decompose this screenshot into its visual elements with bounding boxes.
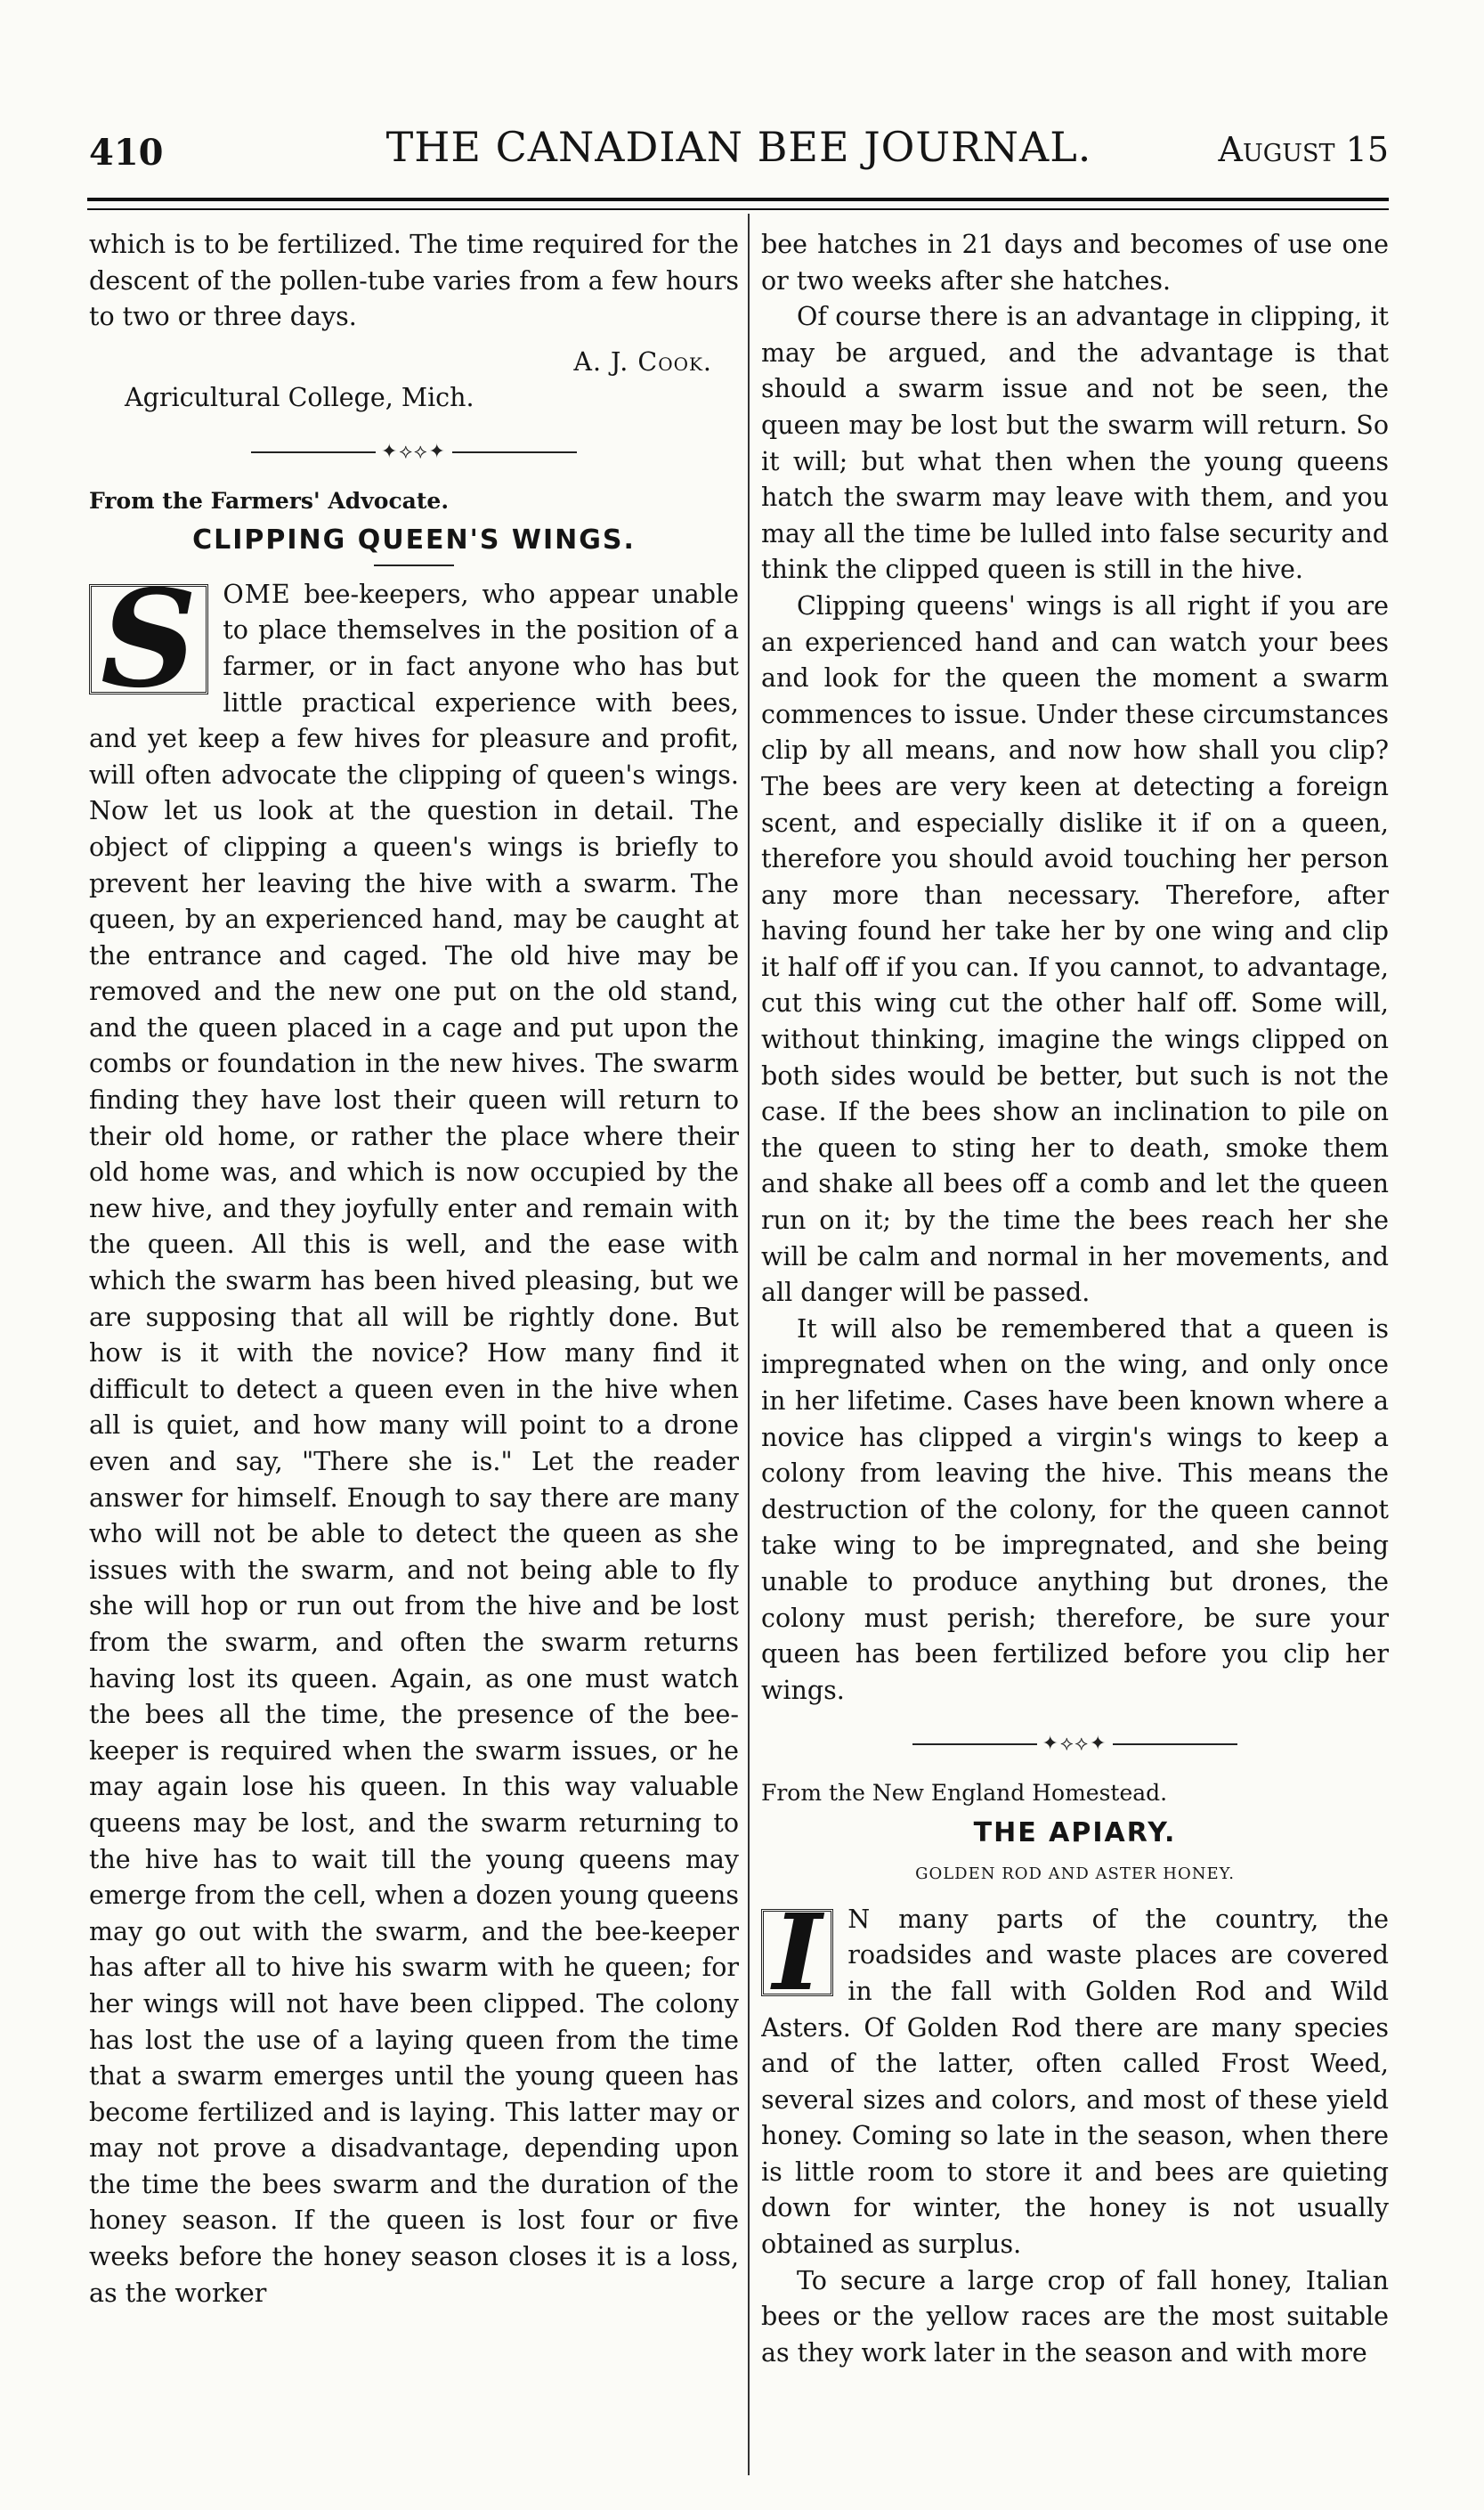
drop-cap-letter: I	[761, 1909, 833, 1996]
header-rule-thick	[87, 198, 1389, 201]
section-ornament: ✦⟡⟡✦	[89, 435, 739, 471]
journal-title: THE CANADIAN BEE JOURNAL.	[385, 123, 1092, 171]
article-source: From the New England Homestead.	[761, 1779, 1168, 1806]
header-rule-thin	[87, 208, 1389, 210]
column-divider	[748, 214, 750, 2475]
article-title: THE APIARY.	[973, 1816, 1177, 1848]
page-header	[89, 123, 1389, 185]
first-word: OME	[223, 579, 291, 609]
intro-paragraph: which is to be fertilized. The time required for the descent of the pollen-tube varies from a few hours to two or three days.	[89, 230, 739, 332]
author-signature: A. J. Cook.	[573, 346, 712, 377]
article-body-paragraph	[89, 560, 739, 2312]
article-subtitle: GOLDEN ROD AND ASTER HONEY.	[915, 1864, 1235, 1884]
drop-cap-letter: S	[89, 584, 208, 695]
article-body-paragraph	[761, 1889, 1389, 2263]
author-affiliation: Agricultural College, Mich.	[125, 383, 474, 413]
page-number: 410	[89, 132, 164, 174]
paragraph-text: N many parts of the country, the roadsides and waste places are covered in the fall with Golden Rod and Wild Asters. Of Golden Rod there are many species and of the latter, often called Frost Weed, several sizes and colors, and most of these yield honey. Coming so late in the season, when there is little room to store it and bees are quieting down for winter, the honey is not usually obtained as surplus.	[761, 1904, 1389, 2260]
issue-date: August 15	[1218, 130, 1389, 169]
article-body-paragraph: To secure a large crop of fall honey, Italian bees or the yellow races are the most suitable as they work later in the season and with more	[761, 2265, 1389, 2368]
left-column	[89, 227, 739, 2471]
paragraph-text: bee-keepers, who appear unable to place themselves in the position of a farmer, or in fact anyone who has but little practical experience with bees, and yet keep a few hives for pleasure and profit, will often advocate the clipping of queen's wings. Now let us look at the question in detail. The object of clipping a queen's wings is briefly to prevent her leaving the hive with a swarm. The queen, by an experienced hand, may be caught at the entrance and caged. The old hive may be removed and the new one put on the old stand, and the queen placed in a cage and put upon the combs or foundation in the new hives. The swarm finding they have lost their queen will return to their old home, or rather the place where their old home was, and which is now occupied by the new hive, and they joyfully enter and remain with the queen. All this is well, and the ease with which the swarm has been hived pleasing, but we are supposing that all will be rightly done. But how is it with the novice? How many find it difficult to detect a queen even in the hive when all is quiet, and how many will point to a drone even and say, "There she is." Let the reader answer for himself. Enough to say there are many who will not be able to detect the queen as she issues with the swarm, and not being able to fly she will hop or run out from the hive and be lost from the swarm, and often the swarm returns having lost its queen. Again, as one must watch the bees all the time, the presence of the bee-keeper is required when the swarm issues, or he may again lose his queen. In this way valuable queens may be lost, and the swarm returning to the hive has to wait till the young queens may emerge from the cell, when a dozen young queens may go out with the swarm, and the bee-keeper has after all to hive his swarm with he queen; for her wings will not have been clipped. The colony has lost the use of a laying queen from the time that a swarm emerges until the young queen has become fertilized and is laying. This latter may or may not prove a disadvantage, depending upon the time the bees swarm and the duration of the honey season. If the queen is lost four or five weeks before the honey season closes it is a loss, as the worker	[89, 579, 739, 2308]
article-body-paragraph: Of course there is an advantage in clipping, it may be argued, and the advantage is that should a swarm issue and not be seen, the queen may be lost but the swarm will return. So it will; but what then when the young queens hatch the swarm may leave with them, and you may all the time be lulled into false security and think the clipped queen is still in the hive.	[761, 302, 1389, 585]
article-title: CLIPPING QUEEN'S WINGS.	[192, 524, 636, 556]
continued-paragraph: bee hatches in 21 days and becomes of use one or two weeks after she hatches.	[761, 230, 1389, 296]
section-ornament: ✦⟡⟡✦	[761, 1726, 1389, 1763]
right-column	[761, 227, 1389, 2471]
article-source: From the Farmers' Advocate.	[89, 487, 450, 514]
article-body-paragraph: Clipping queens' wings is all right if you are an experienced hand and can watch your bees and look for the queen the moment a swarm commences to issue. Under these circumstances clip by all means, and now how shall you clip? The bees are very keen at detecting a foreign scent, and especially dislike it if on a queen, therefore you should avoid touching her person any more than necessary. Therefore, after having found her take her by one wing and clip it half off if you can. If you cannot, to advantage, cut this wing cut the other half off. Some will, without thinking, imagine the wings clipped on both sides would be better, but such is not the case. If the bees show an inclination to pile on the queen to sting her to death, smoke them and shake all bees off a comb and let the queen run on it; by the time the bees reach her she will be calm and normal in her movements, and all danger will be passed.	[761, 590, 1389, 1308]
article-body-paragraph: It will also be remembered that a queen is impregnated when on the wing, and only once in her lifetime. Cases have been known where a novice has clipped a virgin's wings to keep a colony from leaving the hive. This means the destruction of the colony, for the queen cannot take wing to be impregnated, and she being unable to produce anything but drones, the colony must perish; therefore, be sure your queen has been fertilized before you clip her wings.	[761, 1313, 1389, 1705]
title-rule	[374, 565, 454, 566]
